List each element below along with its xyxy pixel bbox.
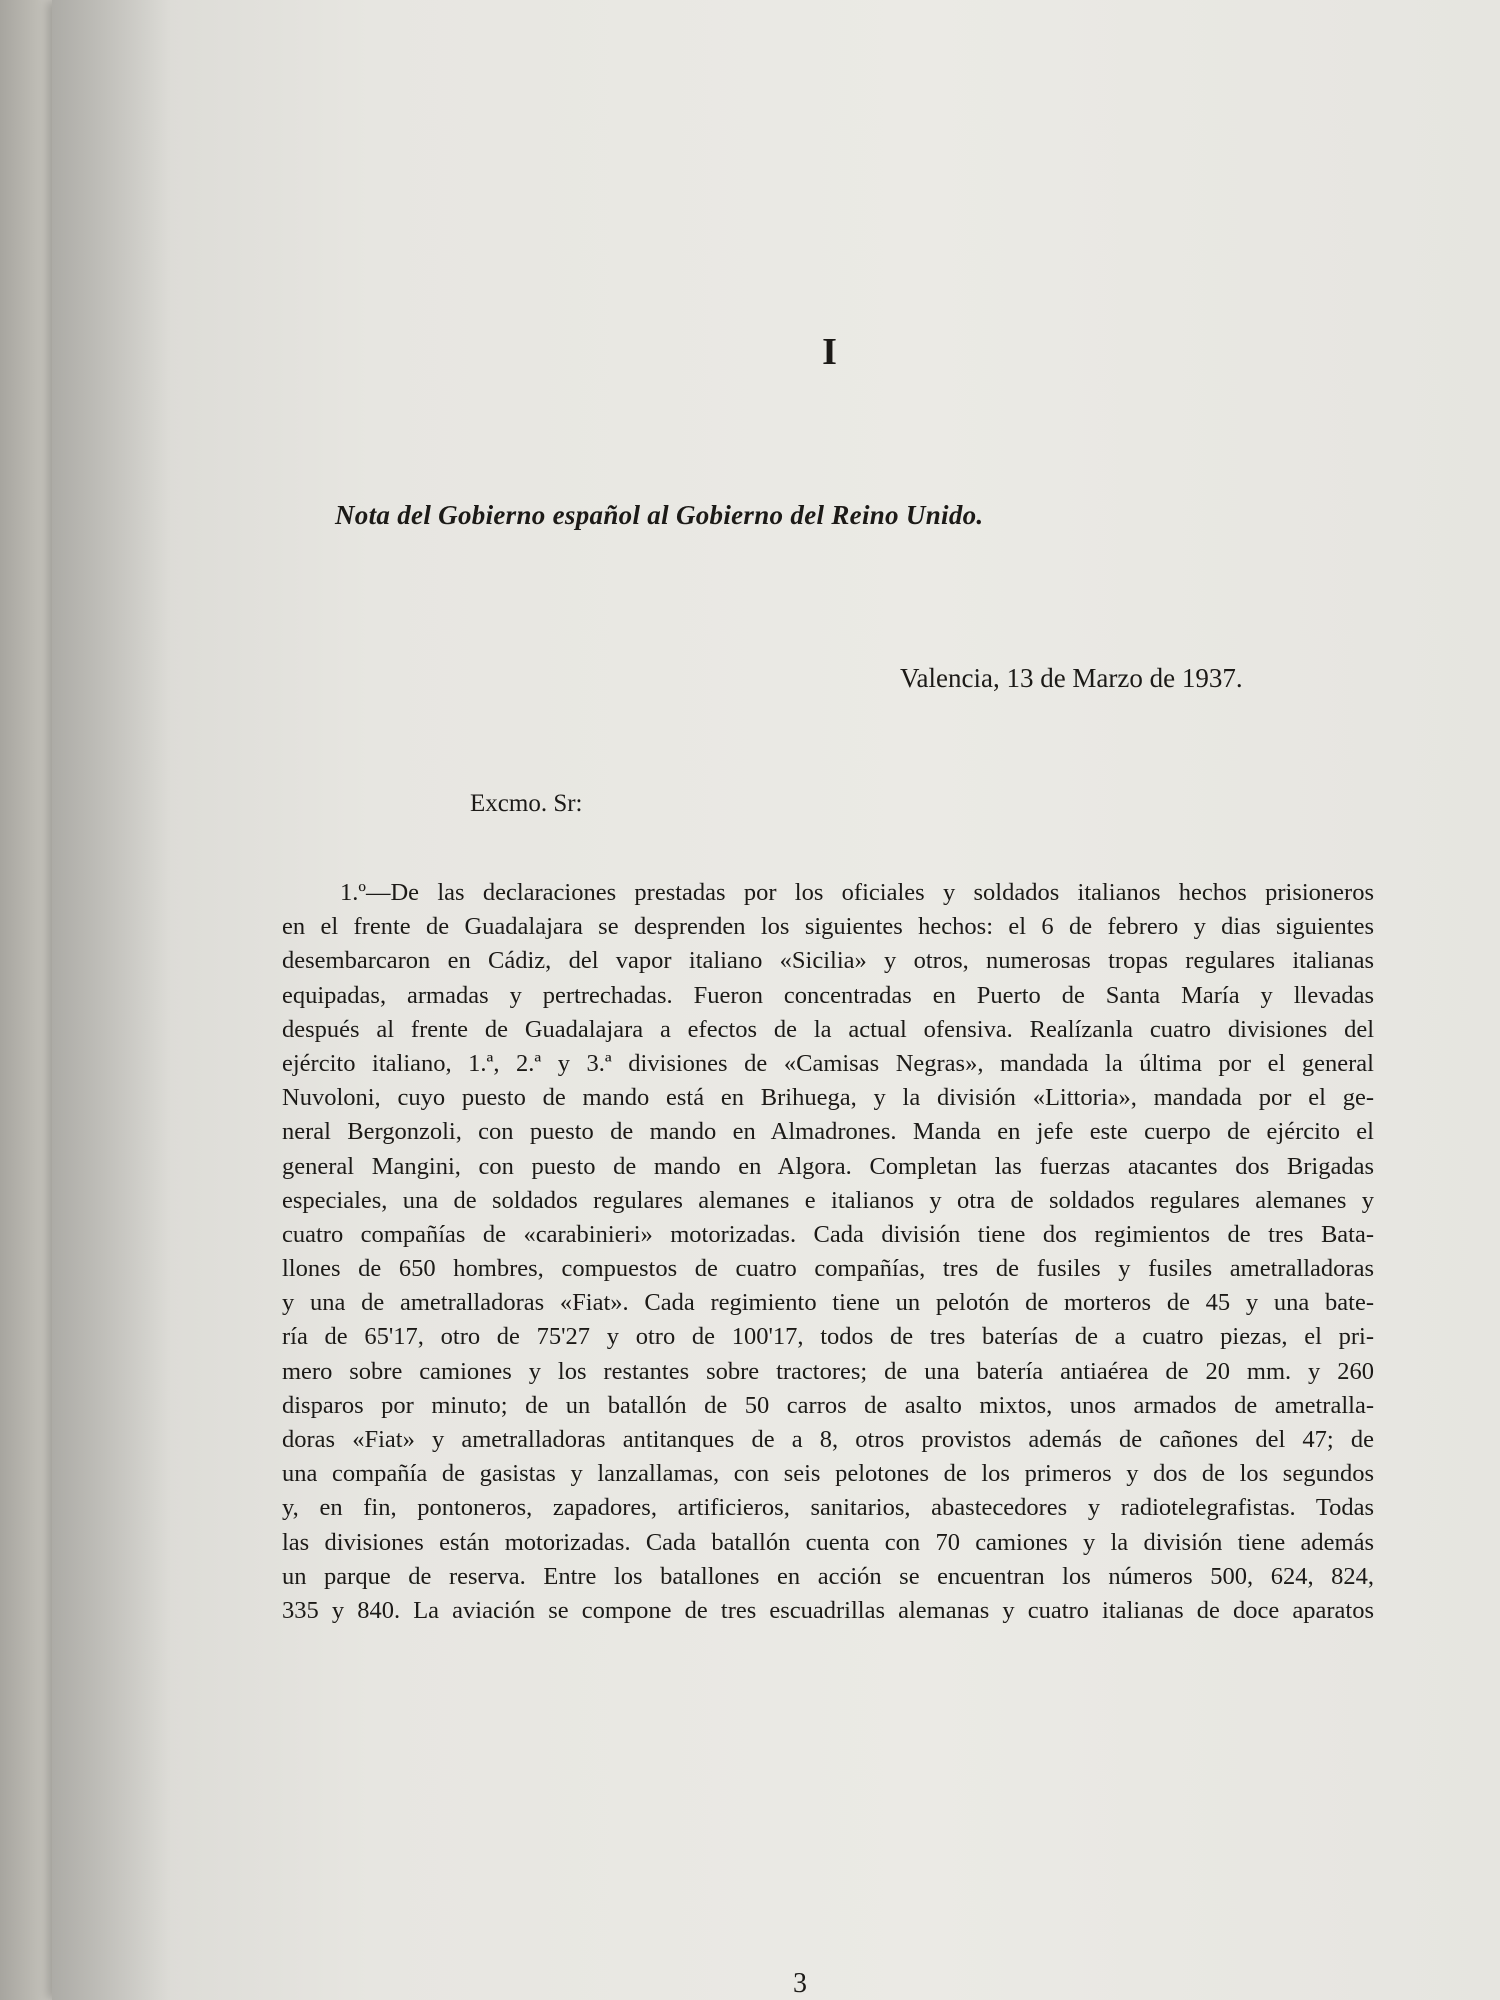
body-line: en el frente de Guadalajara se desprenden los siguientes hechos: el 6 de febrero y dias siguientes: [282, 913, 1374, 941]
body-line: un parque de reserva. Entre los batallones en acción se encuentran los números 500, 624, 824,: [282, 1562, 1374, 1590]
body-line: desembarcaron en Cádiz, del vapor italiano «Sicilia» y otros, numerosas tropas regulares italianas: [282, 947, 1374, 975]
body-line: después al frente de Guadalajara a efectos de la actual ofensiva. Realízanla cuatro divisiones del: [282, 1015, 1374, 1043]
body-line: Nuvoloni, cuyo puesto de mando está en Brihuega, y la división «Littoria», mandada por el ge-: [282, 1084, 1374, 1112]
body-line: neral Bergonzoli, con puesto de mando en Almadrones. Manda en jefe este cuerpo de ejército el: [282, 1118, 1374, 1146]
body-line: 1.º—De las declaraciones prestadas por los oficiales y soldados italianos hechos prisioneros: [340, 879, 1374, 906]
body-line: 335 y 840. La aviación se compone de tres escuadrillas alemanas y cuatro italianas de doce aparatos: [282, 1596, 1374, 1624]
book-binding-edge: [0, 0, 60, 2000]
body-line: llones de 650 hombres, compuestos de cuatro compañías, tres de fusiles y fusiles ametralladoras: [282, 1255, 1374, 1283]
body-line: y, en fin, pontoneros, zapadores, artificieros, sanitarios, abastecedores y radiotelegrafistas. Todas: [282, 1494, 1374, 1522]
body-line: ría de 65'17, otro de 75'27 y otro de 100'17, todos de tres baterías de a cuatro piezas, el pri-: [282, 1323, 1374, 1351]
body-line: cuatro compañías de «carabinieri» motorizadas. Cada división tiene dos regimientos de tres Bata-: [282, 1220, 1374, 1248]
body-line: una compañía de gasistas y lanzallamas, con seis pelotones de los primeros y dos de los segundos: [282, 1460, 1374, 1488]
body-line: y una de ametralladoras «Fiat». Cada regimiento tiene un pelotón de morteros de 45 y una bate-: [282, 1289, 1374, 1317]
body-paragraph: [282, 876, 1374, 1628]
body-line: disparos por minuto; de un batallón de 50 carros de asalto mixtos, unos armados de ametralla-: [282, 1391, 1374, 1419]
body-line: ejército italiano, 1.ª, 2.ª y 3.ª divisiones de «Camisas Negras», mandada la última por el general: [282, 1049, 1374, 1077]
body-line: especiales, una de soldados regulares alemanes e italianos y otra de soldados regulares alemanes y: [282, 1186, 1374, 1214]
salutation: Excmo. Sr:: [470, 790, 583, 817]
body-line: general Mangini, con puesto de mando en Algora. Completan las fuerzas atacantes dos Brigadas: [282, 1152, 1374, 1180]
document-heading: Nota del Gobierno español al Gobierno del Reino Unido.: [335, 500, 984, 530]
body-line: equipadas, armadas y pertrechadas. Fueron concentradas en Puerto de Santa María y llevadas: [282, 981, 1374, 1009]
dateline: Valencia, 13 de Marzo de 1937.: [900, 663, 1243, 693]
body-line: doras «Fiat» y ametralladoras antitanques de a 8, otros provistos además de cañones del 47; de: [282, 1426, 1374, 1453]
page-number: 3: [793, 1968, 807, 1999]
body-line: las divisiones están motorizadas. Cada batallón cuenta con 70 camiones y la división tiene además: [282, 1528, 1374, 1556]
body-line: mero sobre camiones y los restantes sobre tractores; de una batería antiaérea de 20 mm. y 260: [282, 1357, 1374, 1385]
chapter-numeral: I: [822, 331, 838, 373]
